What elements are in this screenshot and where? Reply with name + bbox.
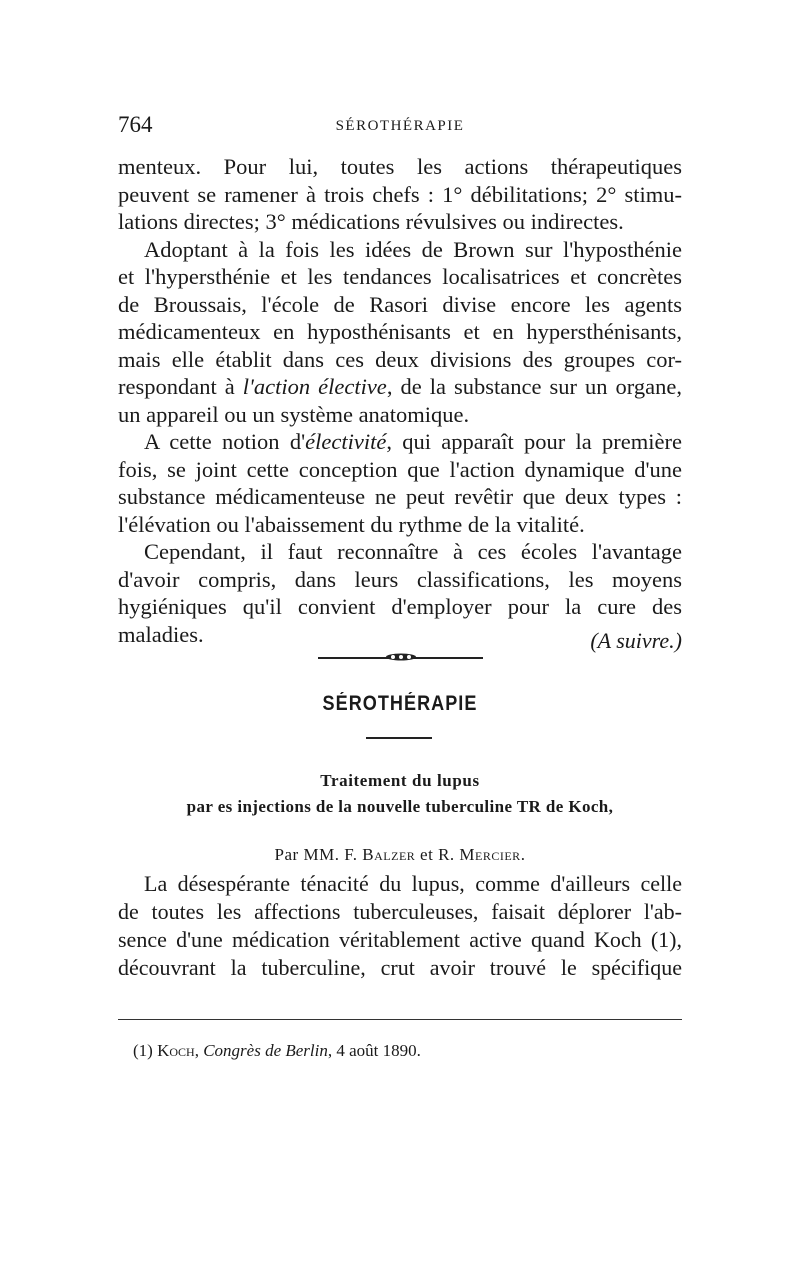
text-line: peuvent se ramener à trois chefs : 1° débilitations; 2° stimu- (118, 181, 682, 207)
text-line: de Broussais, l'école de Rasori divise encore les agents (118, 291, 682, 317)
text-line: mais elle établit dans ces deux divisions des groupes cor- (118, 346, 682, 372)
footnote (133, 1041, 421, 1061)
italic-l-article: l' (242, 374, 254, 399)
section-title: SÉROTHÉRAPIE (322, 692, 478, 715)
title-rule (366, 737, 432, 739)
continuation-text (118, 153, 682, 648)
footnote-marker: (1) (133, 1041, 158, 1060)
footnote-author: Koch (157, 1041, 195, 1060)
article-title: Traitement du lupus (320, 771, 480, 790)
text-line: menteux. Pour lui, toutes les actions thérapeutiques (118, 154, 682, 179)
authors-suffix: . (520, 845, 526, 864)
footnote-rule (118, 1019, 682, 1020)
text-line: d'avoir compris, dans leurs classifications, les moyens (118, 566, 682, 592)
author-name: Mercier (459, 845, 521, 864)
text-line: hygiéniques qu'il convient d'employer pour la cure des (118, 594, 682, 619)
page-number: 764 (118, 112, 153, 137)
footnote-date: , 4 août 1890. (327, 1041, 421, 1060)
text-line: sence d'une médication véritablement active quand Koch (1), (118, 927, 682, 952)
text-line: de toutes les affections tuberculeuses, faisait déplorer l'ab- (118, 899, 682, 924)
text-line: substance médicamenteuse ne peut revêtir que deux types : (118, 484, 682, 509)
page-header (118, 112, 682, 142)
text-line: Cependant, il faut reconnaître à ces écoles l'avantage (144, 539, 682, 564)
authors-prefix: Par MM. F. (274, 845, 363, 864)
text-line-with-italic (118, 428, 682, 456)
a-suivre-text: (A suivre.) (590, 628, 682, 653)
to-be-continued-note (590, 628, 682, 654)
text-fragment: , de la substance sur un organe, (386, 374, 682, 399)
text-line: découvrant la tuberculine, crut avoir trouvé le spécifique (118, 955, 682, 980)
text-line: La désespérante ténacité du lupus, comme d'ailleurs celle (144, 871, 682, 896)
italic-term-electivite: électivité (305, 429, 387, 454)
text-line: médicamenteux en hyposthénisants et en hypersthénisants, (118, 319, 682, 344)
article-text (118, 870, 682, 982)
article-authors (0, 845, 800, 865)
italic-term-action-elective: action élective (253, 374, 387, 399)
text-fragment: respondant à (118, 374, 243, 399)
footnote-work: Congrès de Berlin (203, 1041, 328, 1060)
text-line-with-italic (118, 373, 682, 401)
authors-conjunction: et R. (415, 845, 460, 864)
author-name: Balzer (362, 845, 416, 864)
text-line: un appareil ou un système anatomique. (118, 401, 470, 427)
text-line: et l'hypersthénie et les tendances localisatrices et concrètes (118, 264, 682, 289)
article-subtitle: par es injections de la nouvelle tuberculine TR de Koch, (186, 797, 614, 816)
text-line: fois, se joint cette conception que l'action dynamique d'une (118, 456, 682, 482)
text-line: l'élévation ou l'abaissement du rythme de la vitalité. (118, 511, 585, 537)
running-head: SÉROTHÉRAPIE (335, 118, 465, 134)
footnote-separator: , (194, 1041, 204, 1060)
text-fragment: , qui apparaît pour la première (386, 429, 682, 454)
text-line: Adoptant à la fois les idées de Brown sur l'hyposthénie (144, 236, 682, 262)
text-line: maladies. (118, 621, 204, 647)
text-line: lations directes; 3° médications révulsives ou indirectes. (118, 209, 624, 234)
text-fragment: A cette notion d' (144, 429, 306, 454)
ornament-icon (385, 652, 417, 662)
